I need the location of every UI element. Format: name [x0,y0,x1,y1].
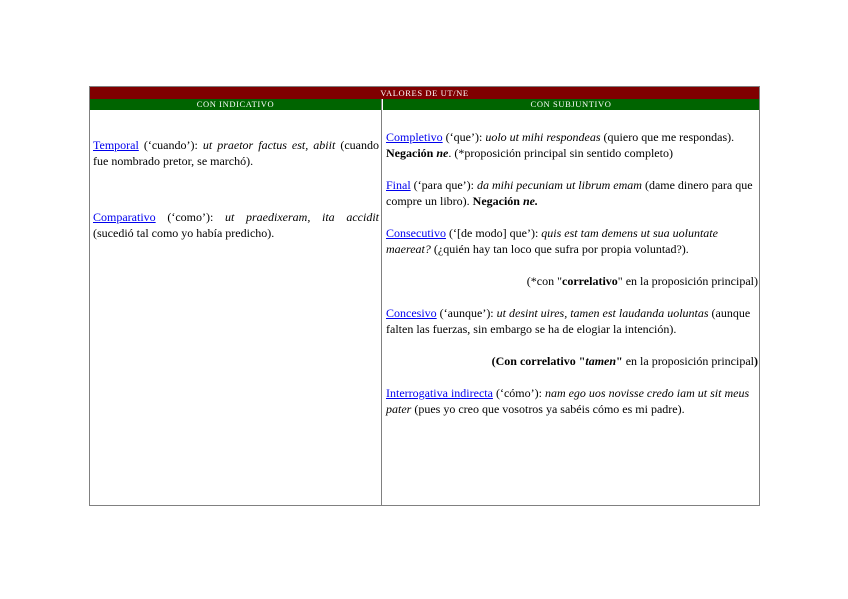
note-tamen-word: tamen [585,354,617,368]
latin-consecutivo: quis est tam demens ut sua uoluntate maereat? [386,226,718,256]
link-completivo[interactable]: Completivo [386,130,443,144]
table-title: VALORES DE UT/NE [90,87,759,99]
gloss-concesivo: (‘aunque’): [436,306,497,320]
entry-consecutivo [386,225,758,257]
entry-temporal [93,137,379,169]
gloss-consecutivo: (‘[de modo] que’): [446,226,542,240]
negation-label-completivo: Negación [386,146,437,160]
entry-concesivo [386,305,758,337]
note-tamen-open: (Con correlativo " [491,354,586,368]
latin-comparativo: ut praedixeram, ita accidit [225,210,379,224]
gloss-temporal: (‘cuando’): [138,138,203,152]
link-consecutivo[interactable]: Consecutivo [386,226,446,240]
latin-interrogativa: nam ego uos novisse credo iam ut sit meus pater [386,386,750,416]
link-concesivo[interactable]: Concesivo [386,306,437,320]
note-tamen-close: ) [754,354,758,368]
note-correlativo [386,273,758,289]
translation-interrogativa: (pues yo creo que vosotros ya sabéis cómo es mi padre). [411,402,685,416]
note-tamen [386,353,758,369]
link-temporal[interactable]: Temporal [93,138,139,152]
note-correlativo-bold: correlativo [562,274,618,288]
gloss-comparativo: (‘como’): [155,210,225,224]
note-correlativo-open: (*con " [526,274,563,288]
gloss-interrogativa: (‘cómo’): [492,386,545,400]
latin-temporal: ut praetor factus est, abiit [202,138,336,152]
translation-consecutivo: (¿quién hay tan loco que sufra por propia voluntad?). [430,242,689,256]
indicativo-cell [93,137,379,281]
entry-final [386,177,758,209]
translation-final: (dame dinero para que compre un libro). [386,178,753,208]
note-tamen-mid: " [616,354,623,368]
negation-word-completivo: ne [436,146,449,160]
valores-ut-ne-table [89,86,760,506]
gloss-completivo: (‘que’): [442,130,486,144]
subjuntivo-cell [386,129,758,433]
entry-comparativo [93,209,379,241]
entry-interrogativa [386,385,758,417]
latin-final: da mihi pecuniam ut librum emam [476,178,642,192]
translation-temporal: (cuando fue nombrado pretor, se marchó). [93,138,379,168]
column-divider [381,99,382,505]
latin-concesivo: ut desint uires, tamen est laudanda uoluntas [496,306,709,320]
link-final[interactable]: Final [386,178,411,192]
translation-comparativo: (sucedió tal como yo había predicho). [93,226,275,240]
column-header-indicativo: CON INDICATIVO [90,99,381,110]
negation-label-final: Negación [472,194,523,208]
note-tamen-rest: en la proposición principal [622,354,754,368]
note-correlativo-close: " en la proposición principal) [617,274,758,288]
translation-completivo: (quiero que me respondas). [600,130,735,144]
gloss-final: (‘para que’): [410,178,477,192]
link-interrogativa-indirecta[interactable]: Interrogativa indirecta [386,386,493,400]
entry-completivo [386,129,758,161]
latin-completivo: uolo ut mihi respondeas [485,130,601,144]
column-header-subjuntivo: CON SUBJUNTIVO [383,99,759,110]
translation-concesivo: (aunque falten las fuerzas, sin embargo se ha de elogiar la intención). [386,306,751,336]
negation-word-final: ne. [522,194,538,208]
link-comparativo[interactable]: Comparativo [93,210,156,224]
note-completivo: . (*proposición principal sin sentido completo) [448,146,673,160]
